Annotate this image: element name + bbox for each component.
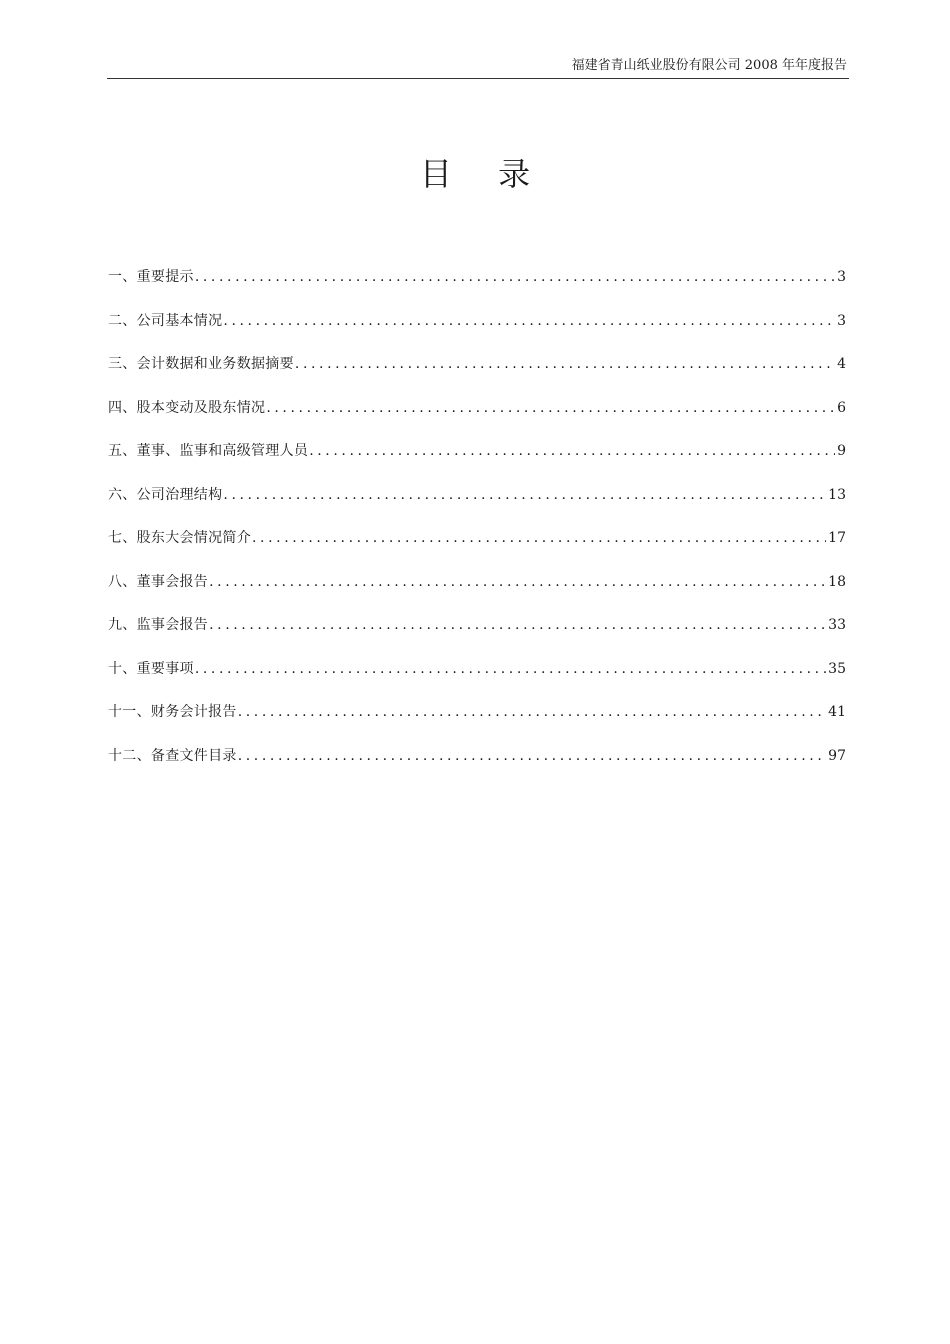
toc-entry-label: 七、股东大会情况简介 bbox=[108, 530, 251, 546]
toc-dot-leader bbox=[223, 482, 826, 508]
header-title: 福建省青山纸业股份有限公司 2008 年年度报告 bbox=[571, 58, 847, 73]
toc-entry-label: 十一、财务会计报告 bbox=[108, 704, 237, 720]
toc-dot-leader bbox=[209, 569, 826, 595]
table-of-contents bbox=[108, 264, 846, 786]
toc-dot-leader bbox=[223, 308, 835, 334]
toc-entry-page: 9 bbox=[837, 443, 846, 459]
toc-entry[interactable] bbox=[108, 395, 846, 439]
toc-entry-label: 六、公司治理结构 bbox=[108, 486, 223, 503]
toc-entry-page: 13 bbox=[828, 486, 846, 503]
toc-entry-page: 3 bbox=[837, 269, 846, 285]
toc-dot-leader bbox=[295, 351, 835, 377]
toc-entry-page: 18 bbox=[828, 573, 846, 590]
toc-entry-page: 4 bbox=[837, 356, 846, 372]
toc-entry-label: 五、董事、监事和高级管理人员 bbox=[108, 443, 309, 459]
toc-entry-page: 33 bbox=[828, 617, 846, 633]
toc-entry-label: 二、公司基本情况 bbox=[108, 312, 223, 329]
toc-entry[interactable] bbox=[108, 438, 846, 482]
toc-entry[interactable] bbox=[108, 699, 846, 743]
toc-dot-leader bbox=[209, 612, 826, 638]
toc-entry[interactable] bbox=[108, 525, 846, 569]
toc-dot-leader bbox=[195, 264, 835, 290]
toc-entry-page: 3 bbox=[837, 312, 846, 329]
toc-entry[interactable] bbox=[108, 612, 846, 656]
toc-entry-label: 十二、备查文件目录 bbox=[108, 747, 237, 764]
toc-dot-leader bbox=[309, 438, 835, 464]
toc-entry-label: 一、重要提示 bbox=[108, 269, 194, 285]
toc-entry[interactable] bbox=[108, 569, 846, 613]
toc-dot-leader bbox=[266, 395, 835, 421]
toc-entry-label: 八、董事会报告 bbox=[108, 573, 209, 590]
toc-entry-label: 十、重要事项 bbox=[108, 660, 194, 677]
toc-entry[interactable] bbox=[108, 743, 846, 787]
toc-entry-page: 97 bbox=[828, 747, 846, 764]
toc-entry-page: 17 bbox=[828, 530, 846, 546]
toc-entry[interactable] bbox=[108, 308, 846, 352]
toc-entry[interactable] bbox=[108, 351, 846, 395]
page-header bbox=[107, 56, 849, 79]
toc-dot-leader bbox=[238, 743, 826, 769]
page-title: 目 录 bbox=[419, 155, 549, 193]
toc-dot-leader bbox=[195, 656, 826, 682]
toc-dot-leader bbox=[252, 525, 826, 551]
toc-entry[interactable] bbox=[108, 482, 846, 526]
toc-entry-page: 6 bbox=[837, 399, 846, 416]
toc-entry-label: 九、监事会报告 bbox=[108, 617, 209, 633]
toc-entry-label: 三、会计数据和业务数据摘要 bbox=[108, 356, 294, 372]
toc-entry[interactable] bbox=[108, 264, 846, 308]
toc-entry-page: 35 bbox=[828, 660, 846, 677]
toc-entry-label: 四、股本变动及股东情况 bbox=[108, 399, 266, 416]
toc-entry-page: 41 bbox=[828, 704, 846, 720]
toc-dot-leader bbox=[238, 699, 826, 725]
toc-entry[interactable] bbox=[108, 656, 846, 700]
